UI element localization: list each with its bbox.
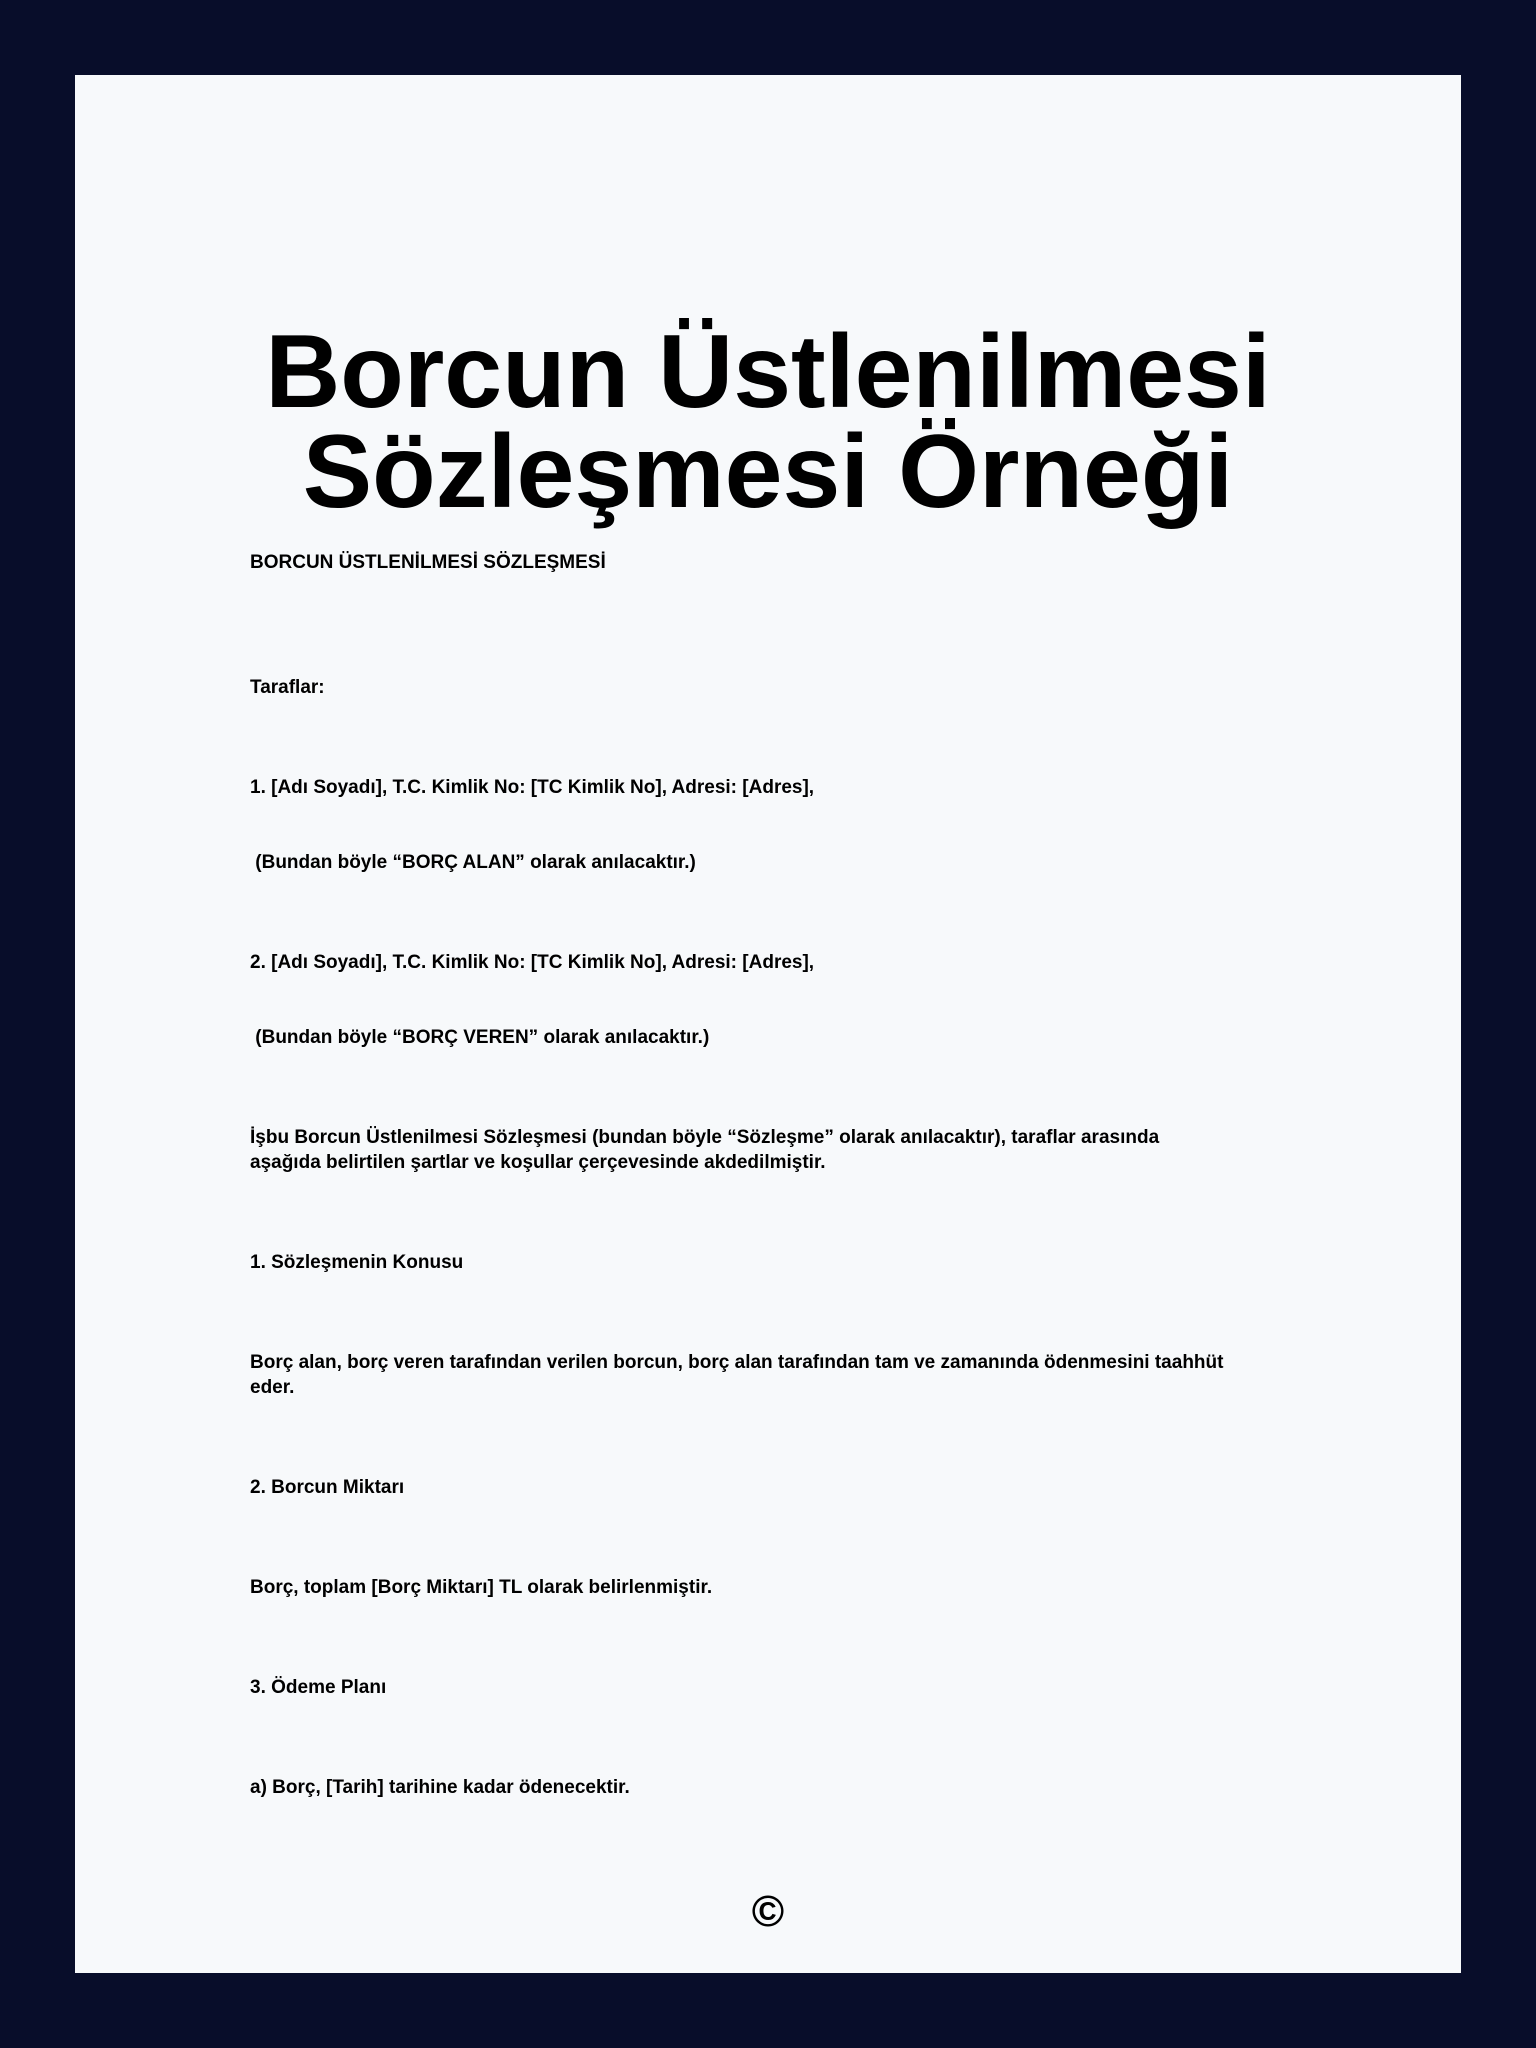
section-3-title: 3. Ödeme Planı [250, 1677, 387, 1698]
section-2-title: 2. Borcun Miktarı [250, 1477, 405, 1498]
section-1-line-2: eder. [250, 1377, 295, 1398]
title-line-1: Borcun Üstlenilmesi [265, 314, 1271, 430]
contract-heading: BORCUN ÜSTLENİLMESİ SÖZLEŞMESİ [250, 552, 606, 573]
section-3-text: a) Borç, [Tarih] tarihine kadar ödenecektir. [250, 1777, 630, 1798]
party-1-role: (Bundan böyle “BORÇ ALAN” olarak anılacaktır.) [250, 852, 696, 873]
title-line-2: Sözleşmesi Örneği [302, 414, 1234, 530]
copyright-icon: © [751, 1887, 785, 1936]
party-2-role: (Bundan böyle “BORÇ VEREN” olarak anılacaktır.) [250, 1027, 710, 1048]
intro-line-1: İşbu Borcun Üstlenilmesi Sözleşmesi (bundan böyle “Sözleşme” olarak anılacaktır), taraflar arasında [250, 1127, 1160, 1148]
intro-line-2: aşağıda belirtilen şartlar ve koşullar çerçevesinde akdedilmiştir. [250, 1152, 826, 1173]
section-2-text: Borç, toplam [Borç Miktarı] TL olarak belirlenmiştir. [250, 1577, 713, 1598]
section-1-title: 1. Sözleşmenin Konusu [250, 1252, 464, 1273]
document-page [75, 75, 1461, 1973]
party-1: 1. [Adı Soyadı], T.C. Kimlik No: [TC Kimlik No], Adresi: [Adres], [250, 777, 815, 798]
parties-label: Taraflar: [250, 677, 325, 698]
party-2: 2. [Adı Soyadı], T.C. Kimlik No: [TC Kimlik No], Adresi: [Adres], [250, 952, 815, 973]
document-title [75, 314, 1461, 530]
section-1-line-1: Borç alan, borç veren tarafından verilen borcun, borç alan tarafından tam ve zamanında ödenmesini taahhüt [250, 1352, 1224, 1373]
